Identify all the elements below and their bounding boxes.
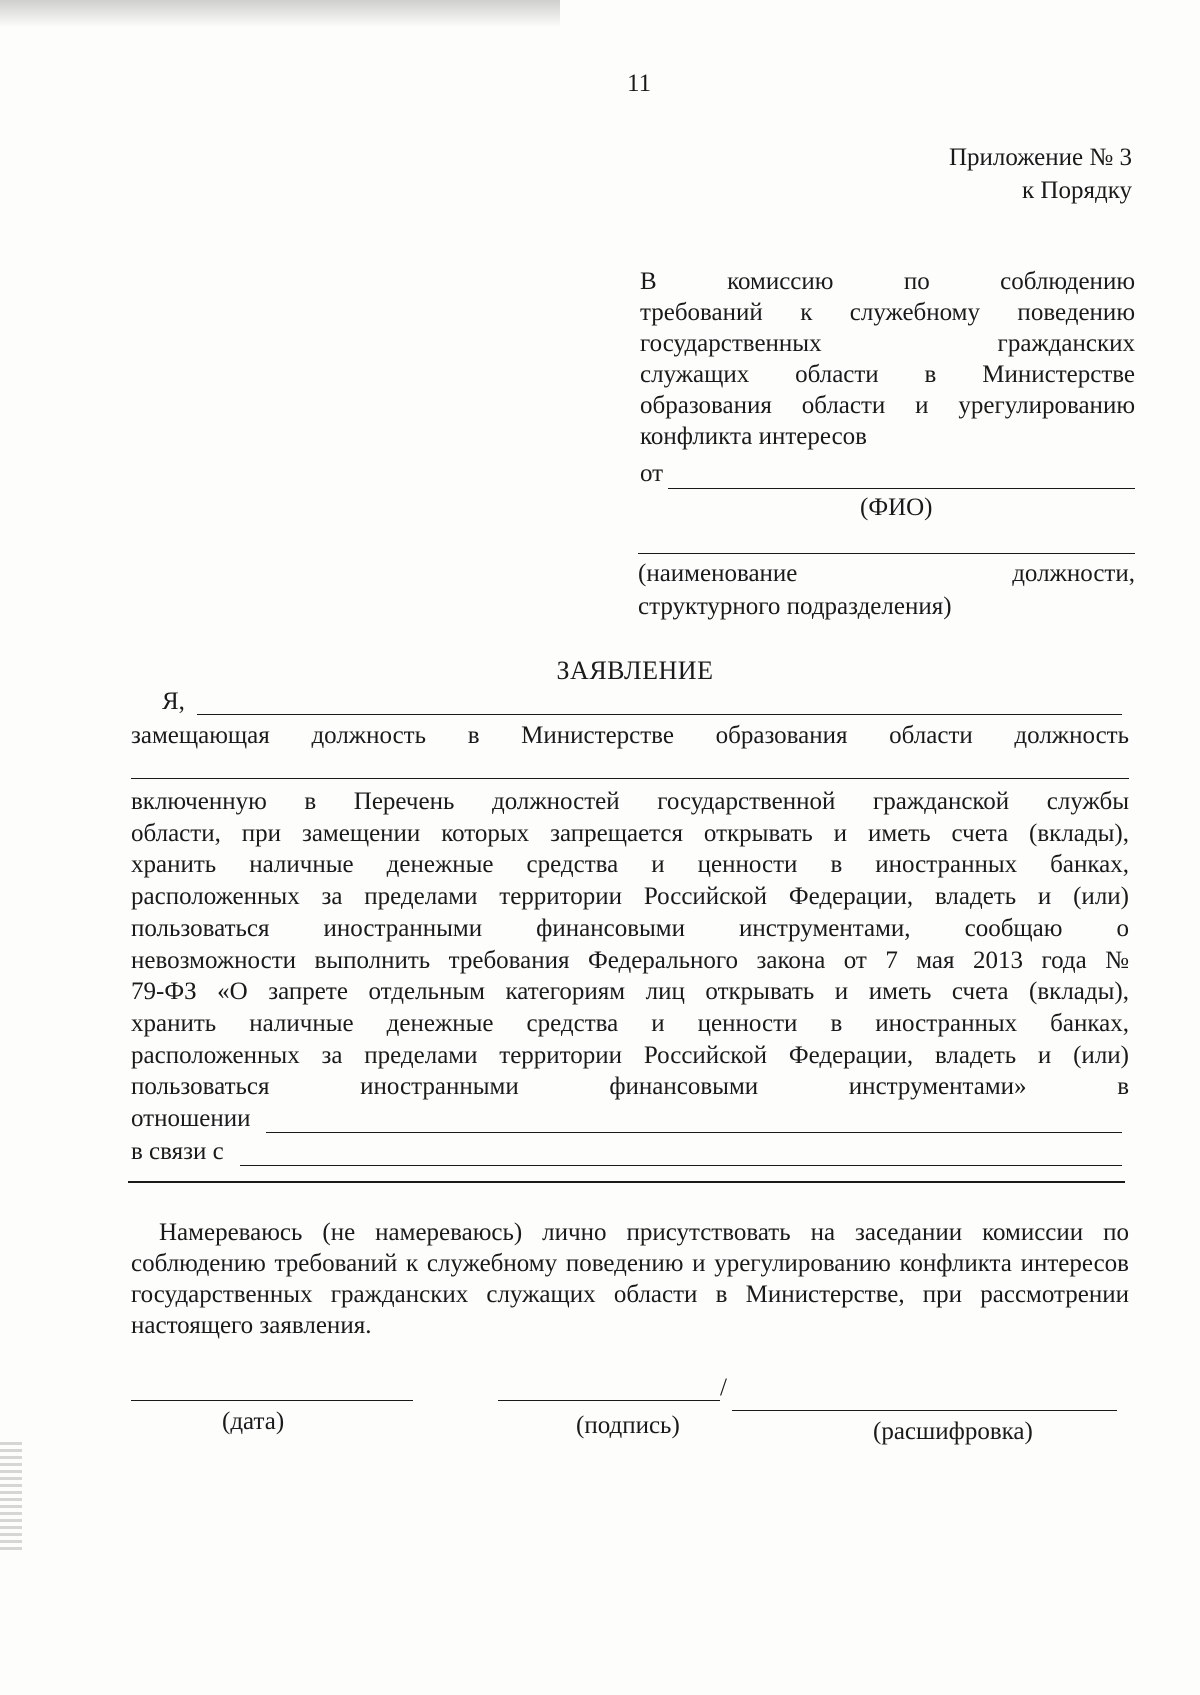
statement-line: расположенных за пределами территории Российской Федерации, владеть и (или) xyxy=(131,1041,1129,1069)
decoding-field-line[interactable] xyxy=(732,1410,1117,1411)
page-number: 11 xyxy=(627,70,652,97)
due-to-field-line[interactable] xyxy=(240,1165,1122,1166)
statement-body xyxy=(131,786,1129,1103)
addressee-line: государственных гражданских xyxy=(640,330,1135,357)
decoding-caption: (расшифровка) xyxy=(873,1418,1033,1445)
intent-paragraph: Намереваюсь (не намереваюсь) лично присутствовать на заседании комиссии по соблюдению требований к служебному поведению и урегулированию конфликта интересов государственных гражданских служащих области в Министерстве, при рассмотрении настоящего заявления. xyxy=(131,1219,1129,1339)
position-caption-1: (наименование должности, xyxy=(638,560,1135,587)
applicant-name-line[interactable] xyxy=(197,714,1122,715)
addressee-block xyxy=(640,266,1135,452)
position-name-line[interactable] xyxy=(131,778,1129,779)
due-to-label: в связи с xyxy=(131,1138,224,1165)
statement-line: расположенных за пределами территории Российской Федерации, владеть и (или) xyxy=(131,883,1129,911)
statement-line: хранить наличные денежные средства и ценности в иностранных банках, xyxy=(131,851,1129,879)
signature-slash: / xyxy=(720,1374,727,1401)
statement-line: пользоваться иностранными финансовыми инструментами» в xyxy=(131,1073,1129,1101)
position-field-line[interactable] xyxy=(638,553,1135,554)
appendix-line-2: к Порядку xyxy=(1022,177,1132,204)
position-sentence-text: замещающая должность в Министерстве образования области должность xyxy=(131,722,1129,749)
regarding-label: отношении xyxy=(131,1105,251,1132)
signature-caption: (подпись) xyxy=(576,1412,680,1439)
signature-field-line[interactable] xyxy=(498,1400,720,1401)
addressee-line: служащих области в Министерстве xyxy=(640,361,1135,388)
statement-line: пользоваться иностранными финансовыми инструментами, сообщаю о xyxy=(131,914,1129,942)
position-sentence xyxy=(131,722,1129,750)
from-label: от xyxy=(640,460,664,487)
addressee-line: В комиссию по соблюдению xyxy=(640,268,1135,295)
fio-field-line[interactable] xyxy=(668,488,1135,489)
document-title: ЗАЯВЛЕНИЕ xyxy=(556,656,714,685)
addressee-line: образования области и урегулированию xyxy=(640,392,1135,419)
date-caption: (дата) xyxy=(222,1408,285,1435)
regarding-field-line[interactable] xyxy=(266,1132,1122,1133)
statement-line: хранить наличные денежные средства и ценности в иностранных банках, xyxy=(131,1009,1129,1037)
appendix-line-1: Приложение № 3 xyxy=(948,144,1132,171)
addressee-line: конфликта интересов xyxy=(640,423,867,450)
statement-line: включенную в Перечень должностей государственной гражданской службы xyxy=(131,788,1129,815)
statement-line: области, при замещении которых запрещается открывать и иметь счета (вклады), xyxy=(131,819,1129,847)
statement-line: невозможности выполнить требования Федерального закона от 7 мая 2013 года № xyxy=(131,946,1129,974)
i-label: Я, xyxy=(162,688,185,715)
fio-caption: (ФИО) xyxy=(860,494,933,521)
scan-artifact-top xyxy=(0,0,560,26)
date-field-line[interactable] xyxy=(131,1400,413,1401)
addressee-line: требований к служебному поведению xyxy=(640,299,1135,326)
appendix-header xyxy=(949,141,1132,207)
due-to-continuation-line[interactable] xyxy=(128,1181,1125,1183)
scan-artifact-left xyxy=(0,1440,22,1550)
position-caption-2: структурного подразделения) xyxy=(638,593,952,620)
statement-line: 79-ФЗ «О запрете отдельным категориям лиц открывать и иметь счета (вклады), xyxy=(131,978,1129,1006)
